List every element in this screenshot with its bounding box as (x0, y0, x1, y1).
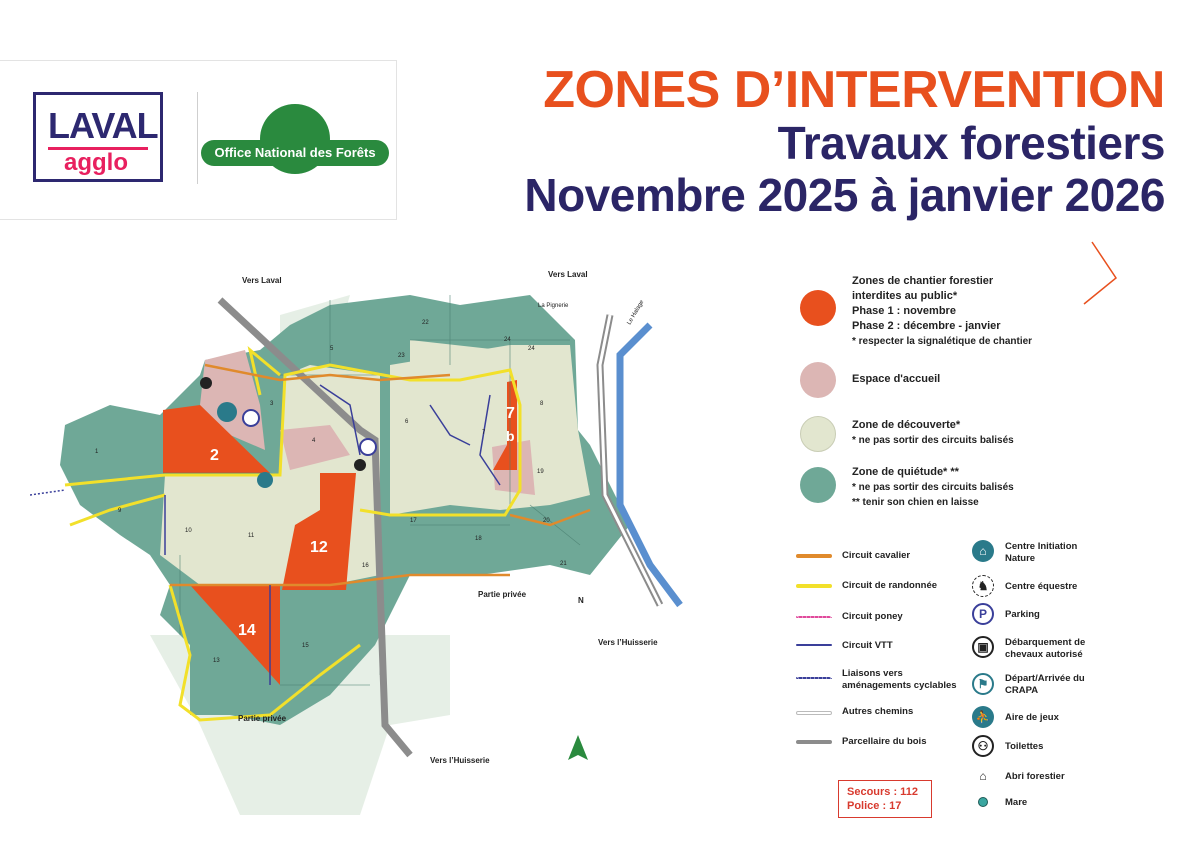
svg-text:7: 7 (482, 430, 486, 436)
legend-quietude-text: Zone de quiétude* ** * ne pas sortir des circuits balisés ** tenir son chien en laisse (852, 466, 1014, 508)
legend-accueil-swatch (800, 362, 836, 398)
svg-text:4: 4 (312, 438, 316, 444)
legend-randonnee-line (796, 584, 832, 588)
svg-text:1: 1 (95, 449, 99, 455)
legend-vtt-label: Circuit VTT (842, 640, 893, 651)
nature-center-map-icon (217, 402, 237, 422)
zone-12-label: 12 (310, 539, 328, 556)
svg-text:11: 11 (248, 533, 255, 539)
legend-autres-chemins-line (796, 711, 832, 715)
police-number: Police : 17 (847, 800, 902, 812)
legend-poney-label: Circuit poney (842, 611, 903, 622)
svg-text:24: 24 (504, 337, 511, 343)
legend-cavalier-line (796, 554, 832, 558)
legend-toilettes-label: Toilettes (1005, 741, 1044, 752)
parking-icon: P (972, 603, 994, 625)
legend-abri-label: Abri forestier (1005, 771, 1065, 782)
house-icon: ⌂ (972, 540, 994, 562)
parking-map-icon-2 (360, 439, 376, 455)
horse-trailer-map-icon (200, 377, 212, 389)
legend-vtt-line (796, 644, 832, 646)
private-area-east-label: Partie privée (478, 590, 527, 599)
svg-text:6: 6 (405, 419, 409, 425)
svg-text:20: 20 (543, 518, 550, 524)
legend-decouverte-text: Zone de découverte* * ne pas sortir des circuits balisés (852, 419, 1014, 446)
legend-parcellaire-line (796, 740, 832, 744)
zone-7b-label: b (506, 428, 515, 444)
horse-trailer-icon: ▣ (972, 636, 994, 658)
svg-text:3: 3 (270, 401, 274, 407)
logo-divider (197, 92, 198, 184)
onf-logo: Office National des Forêts (201, 140, 389, 166)
title-line-1: ZONES D’INTERVENTION (543, 61, 1165, 119)
legend-chantier-swatch (800, 290, 836, 326)
river (620, 325, 680, 605)
legend-randonnee-label: Circuit de randonnée (842, 580, 938, 591)
vers-lhuisserie-east-label: Vers l’Huisserie (598, 638, 658, 647)
vers-laval-west-label: Vers Laval (242, 276, 282, 285)
discovery-zone-east (390, 345, 590, 515)
emergency-box (838, 780, 932, 818)
svg-text:8: 8 (540, 401, 544, 407)
zone-7-label: 7 (506, 405, 515, 422)
laval-agglo-logo (33, 92, 163, 182)
svg-text:5: 5 (330, 346, 334, 352)
svg-text:19: 19 (537, 469, 544, 475)
legend-parcellaire-label: Parcellaire du bois (842, 736, 927, 747)
secours-number: Secours : 112 (847, 786, 918, 798)
legend-accueil-text: Espace d'accueil (852, 373, 941, 385)
svg-text:10: 10 (185, 528, 192, 534)
flag-icon: ⚑ (972, 673, 994, 695)
vers-laval-north-label: Vers Laval (548, 270, 588, 279)
svg-text:23: 23 (398, 353, 405, 359)
laval-logo-text: LAVAL (48, 105, 158, 146)
svg-text:22: 22 (422, 320, 429, 326)
svg-text:18: 18 (475, 536, 482, 542)
private-area-south-label: Partie privée (238, 714, 287, 723)
svg-text:17: 17 (410, 518, 417, 524)
zone-2-label: 2 (210, 447, 219, 464)
forest-map (30, 255, 710, 845)
legend-poney-line (796, 616, 832, 618)
vers-lhuisserie-south-label: Vers l’Huisserie (430, 756, 490, 765)
svg-text:21: 21 (560, 561, 567, 567)
north-letter: N (578, 596, 584, 605)
svg-text:9: 9 (118, 508, 122, 514)
title-line-3: Novembre 2025 à janvier 2026 (524, 169, 1165, 221)
pond-icon (978, 797, 988, 807)
title-line-2: Travaux forestiers (777, 117, 1165, 169)
legend-centre-nature-label: Centre Initiation Nature (1005, 541, 1078, 564)
crapa-map-icon (257, 472, 273, 488)
agglo-logo-text: agglo (64, 149, 128, 176)
legend-cyclable-line (796, 677, 832, 679)
svg-text:16: 16 (362, 563, 369, 569)
zone-14-label: 14 (238, 622, 256, 639)
legend-centre-equestre-label: Centre équestre (1005, 581, 1078, 592)
legend-cyclable-label: Liaisons vers aménagements cyclables (842, 668, 957, 691)
decorative-arrow-icon (1072, 238, 1122, 313)
legend-aire-jeux-label: Aire de jeux (1005, 712, 1059, 723)
legend-crapa-label: Départ/Arrivée du CRAPA (1005, 673, 1085, 696)
playground-icon: ⛹ (972, 706, 994, 728)
legend-parking-label: Parking (1005, 609, 1040, 620)
svg-text:13: 13 (213, 658, 220, 664)
toilets-icon: ⚇ (972, 735, 994, 757)
horse-icon: ♞ (972, 575, 994, 597)
shelter-icon: ⌂ (979, 769, 987, 783)
legend-decouverte-swatch (800, 416, 836, 452)
la-pignerie-label: La Pignerie (538, 303, 569, 309)
legend-autres-chemins-label: Autres chemins (842, 706, 914, 717)
toilets-map-icon (354, 459, 366, 471)
parking-map-icon-1 (243, 410, 259, 426)
svg-text:24: 24 (528, 346, 535, 352)
legend-chantier-text: Zones de chantier forestier interdites au public* Phase 1 : novembre Phase 2 : décembre - janvier * respecter la signalétique de chantier (852, 275, 1033, 347)
svg-text:15: 15 (302, 643, 309, 649)
legend-debarquement-label: Débarquement de chevaux autorisé (1005, 637, 1086, 660)
north-arrow-icon (568, 735, 588, 760)
legend-quietude-swatch (800, 467, 836, 503)
legend-mare-label: Mare (1005, 797, 1028, 808)
le-halage-label: Le Halage (626, 299, 646, 326)
legend-cavalier-label: Circuit cavalier (842, 550, 911, 561)
